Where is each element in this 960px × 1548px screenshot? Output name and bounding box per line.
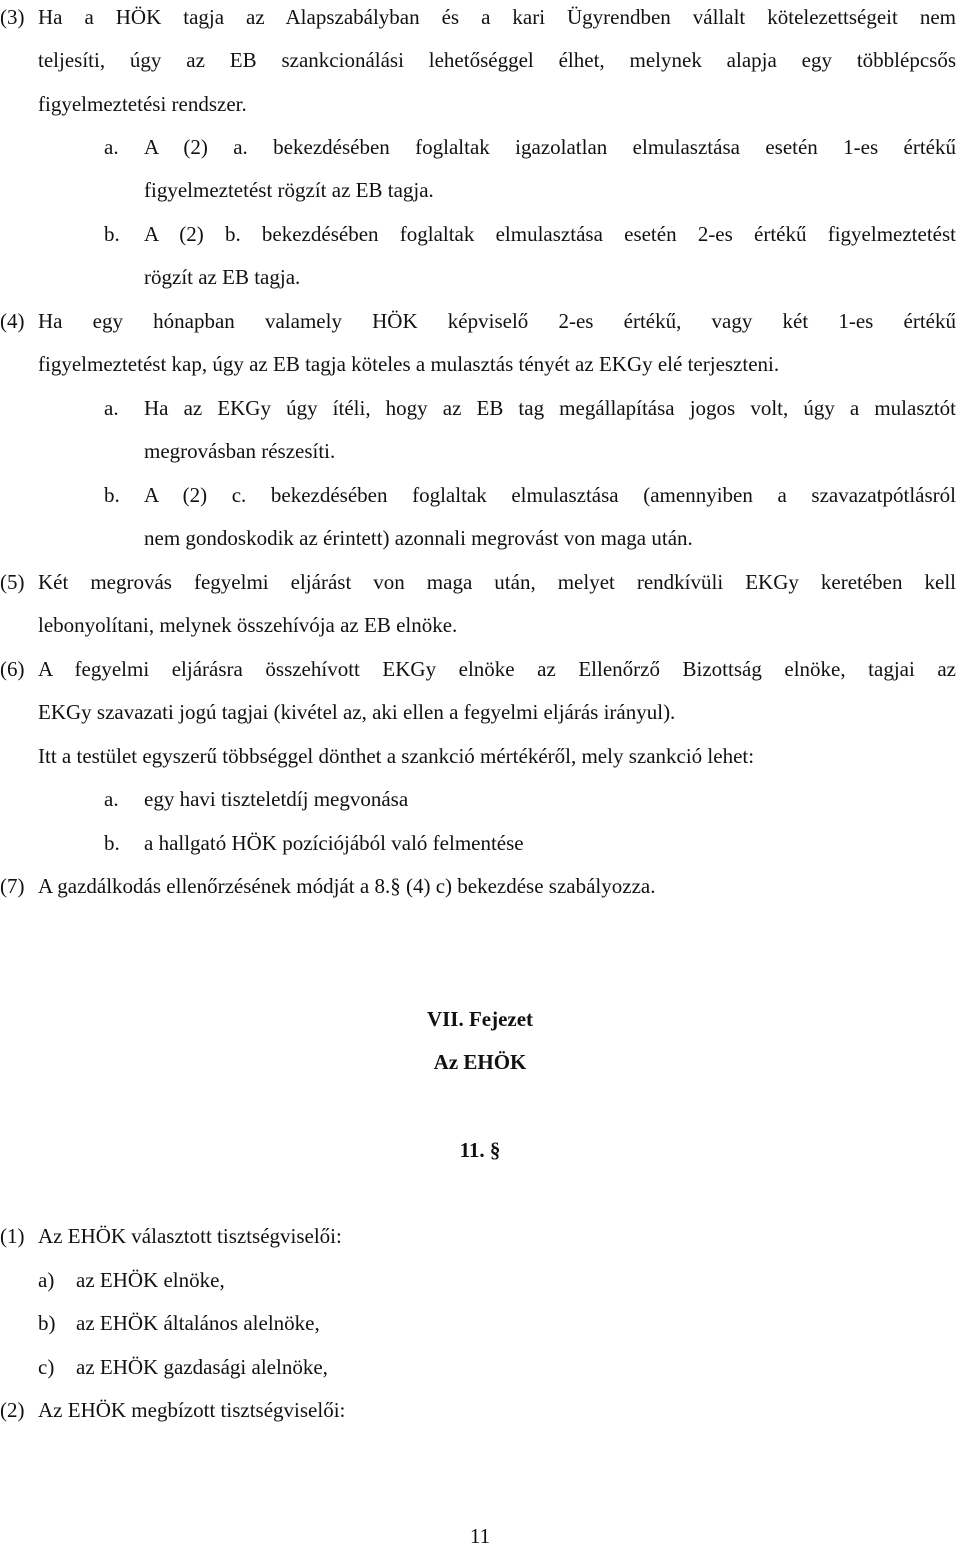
paragraph-4-line-1: Ha egy hónapban valamely HÖK képviselő 2-es értékű, vagy két 1-es értékű: [38, 309, 956, 333]
paragraph-3-item-a-line-2: figyelmeztetést rögzít az EB tagja.: [144, 178, 434, 202]
paragraph-6-item-a-marker: a.: [104, 787, 119, 811]
paragraph-5-line-2: lebonyolítani, melynek összehívója az EB elnöke.: [38, 613, 458, 637]
section-11-item-c-text: az EHÖK gazdasági alelnöke,: [76, 1355, 328, 1379]
paragraph-6-item-b-marker: b.: [104, 831, 120, 855]
section-11-paragraph-1-number: (1): [0, 1224, 25, 1248]
paragraph-3-item-b-marker: b.: [104, 222, 120, 246]
paragraph-6-line-1: A fegyelmi eljárásra összehívott EKGy elnöke az Ellenőrző Bizottság elnöke, tagjai az: [38, 657, 956, 681]
section-11-item-a-text: az EHÖK elnöke,: [76, 1268, 225, 1292]
paragraph-3-line-1: Ha a HÖK tagja az Alapszabályban és a kari Ügyrendben vállalt kötelezettségeit nem: [38, 5, 956, 29]
section-11-item-c-marker: c): [38, 1355, 55, 1379]
paragraph-6-item-a-text: egy havi tiszteletdíj megvonása: [144, 787, 409, 811]
chapter-heading: VII. Fejezet: [426, 1007, 534, 1031]
paragraph-3-line-2: teljesíti, úgy az EB szankcionálási lehetőséggel élhet, melynek alapja egy többlépcsős: [38, 48, 956, 72]
paragraph-3-item-b-line-2: rögzít az EB tagja.: [144, 265, 301, 289]
section-11-item-a-marker: a): [38, 1268, 55, 1292]
paragraph-5-number: (5): [0, 570, 25, 594]
section-11-item-b-text: az EHÖK általános alelnöke,: [76, 1311, 320, 1335]
paragraph-4-item-b-marker: b.: [104, 483, 120, 507]
page-number: 11: [469, 1524, 491, 1548]
paragraph-3-item-a-marker: a.: [104, 135, 119, 159]
paragraph-7-number: (7): [0, 874, 25, 898]
section-11-paragraph-2-text: Az EHÖK megbízott tisztségviselői:: [38, 1398, 346, 1422]
paragraph-6-line-2: EKGy szavazati jogú tagjai (kivétel az, aki ellen a fegyelmi eljárás irányul).: [38, 700, 676, 724]
section-11-item-b-marker: b): [38, 1311, 56, 1335]
section-heading: 11. §: [459, 1138, 501, 1162]
paragraph-6-number: (6): [0, 657, 25, 681]
paragraph-3-item-b-line-1: A (2) b. bekezdésében foglaltak elmulasztása esetén 2-es értékű figyelmeztetést: [144, 222, 956, 246]
paragraph-4-item-a-marker: a.: [104, 396, 119, 420]
paragraph-3-number: (3): [0, 5, 25, 29]
paragraph-4-number: (4): [0, 309, 25, 333]
paragraph-6-item-b-text: a hallgató HÖK pozíciójából való felmentése: [144, 831, 524, 855]
paragraph-5-line-1: Két megrovás fegyelmi eljárást von maga után, melyet rendkívüli EKGy keretében kell: [38, 570, 956, 594]
paragraph-4-item-a-line-2: megrovásban részesíti.: [144, 439, 336, 463]
paragraph-4-item-b-line-2: nem gondoskodik az érintett) azonnali megrovást von maga után.: [144, 526, 693, 550]
paragraph-4-line-2: figyelmeztetést kap, úgy az EB tagja köteles a mulasztás tényét az EKGy elé terjeszteni.: [38, 352, 780, 376]
chapter-title: Az EHÖK: [433, 1050, 527, 1074]
paragraph-6-line-3: Itt a testület egyszerű többséggel dönthet a szankció mértékéről, mely szankció lehet:: [38, 744, 755, 768]
paragraph-4-item-a-line-1: Ha az EKGy úgy ítéli, hogy az EB tag megállapítása jogos volt, úgy a mulasztót: [144, 396, 956, 420]
section-11-paragraph-2-number: (2): [0, 1398, 25, 1422]
paragraph-3-item-a-line-1: A (2) a. bekezdésében foglaltak igazolatlan elmulasztása esetén 1-es értékű: [144, 135, 956, 159]
paragraph-7-line-1: A gazdálkodás ellenőrzésének módját a 8.§ (4) c) bekezdése szabályozza.: [38, 874, 656, 898]
paragraph-3-line-3: figyelmeztetési rendszer.: [38, 92, 247, 116]
section-11-paragraph-1-text: Az EHÖK választott tisztségviselői:: [38, 1224, 342, 1248]
paragraph-4-item-b-line-1: A (2) c. bekezdésében foglaltak elmulasztása (amennyiben a szavazatpótlásról: [144, 483, 956, 507]
